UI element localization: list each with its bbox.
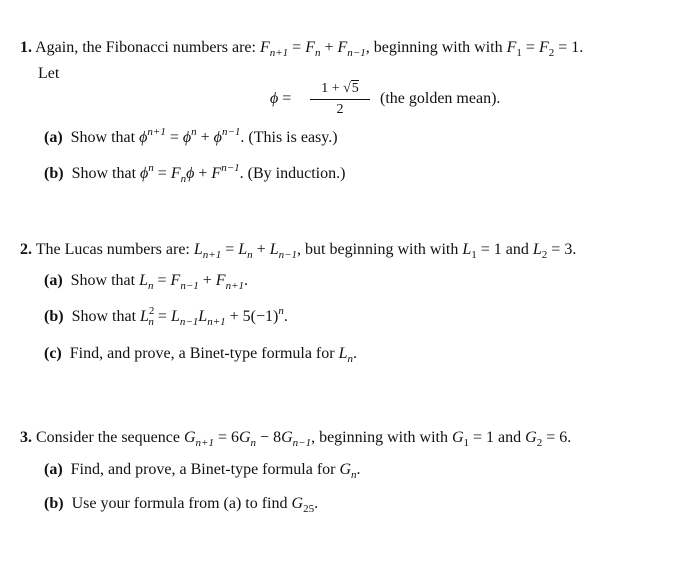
problem-2-statement: 2. The Lucas numbers are: $L_{n+1} = L_n + L_{n-1}$, but beginning with with $L_1 = 1$ and $L_2 = 3$. [20, 241, 577, 261]
problem-2a: (a) Show that $L_n = F_{n-1} + F_{n+1}$. [44, 272, 249, 292]
problem-1-let: Let [38, 65, 60, 82]
problem-1-statement: 1. Again, the Fibonacci numbers are: $F_{n+1} = F_n + F_{n-1}$, beginning with with $F_1 = F_2 = 1$. [20, 39, 584, 59]
problem-1-intro: Again, the Fibonacci numbers are: [35, 39, 260, 56]
problem-3b: (b) Use your formula from (a) to find $G_{25}$. [44, 495, 319, 515]
golden-mean-label: (the golden mean). [380, 90, 501, 107]
problem-3a: (a) Find, and prove, a Binet-type formula for $G_n$. [44, 461, 361, 481]
problem-2b: (b) Show that $L^2_n = L_{n-1}L_{n+1} + 5(-1)^n$. [44, 305, 288, 328]
problem-2c: (c) Find, and prove, a Binet-type formula for $L_n$. [44, 345, 357, 365]
problem-1b: (b) Show that $\phi^n = F_n\phi + F^{n-1}$. (By induction.) [44, 162, 346, 185]
problem-3-statement: 3. Consider the sequence $G_{n+1} = 6G_n - 8G_{n-1}$, beginning with with $G_1 = 1$ and $G_2 = 6$. [20, 429, 572, 449]
problem-3-number: 3. [20, 429, 32, 446]
problem-1-number: 1. [20, 39, 32, 56]
problem-2-number: 2. [20, 241, 32, 258]
golden-mean-fraction: 1 + √5 2 [310, 80, 370, 119]
problem-1a: (a) Show that $\phi^{n+1} = \phi^n + \phi^{n-1}$. (This is easy.) [44, 126, 338, 146]
